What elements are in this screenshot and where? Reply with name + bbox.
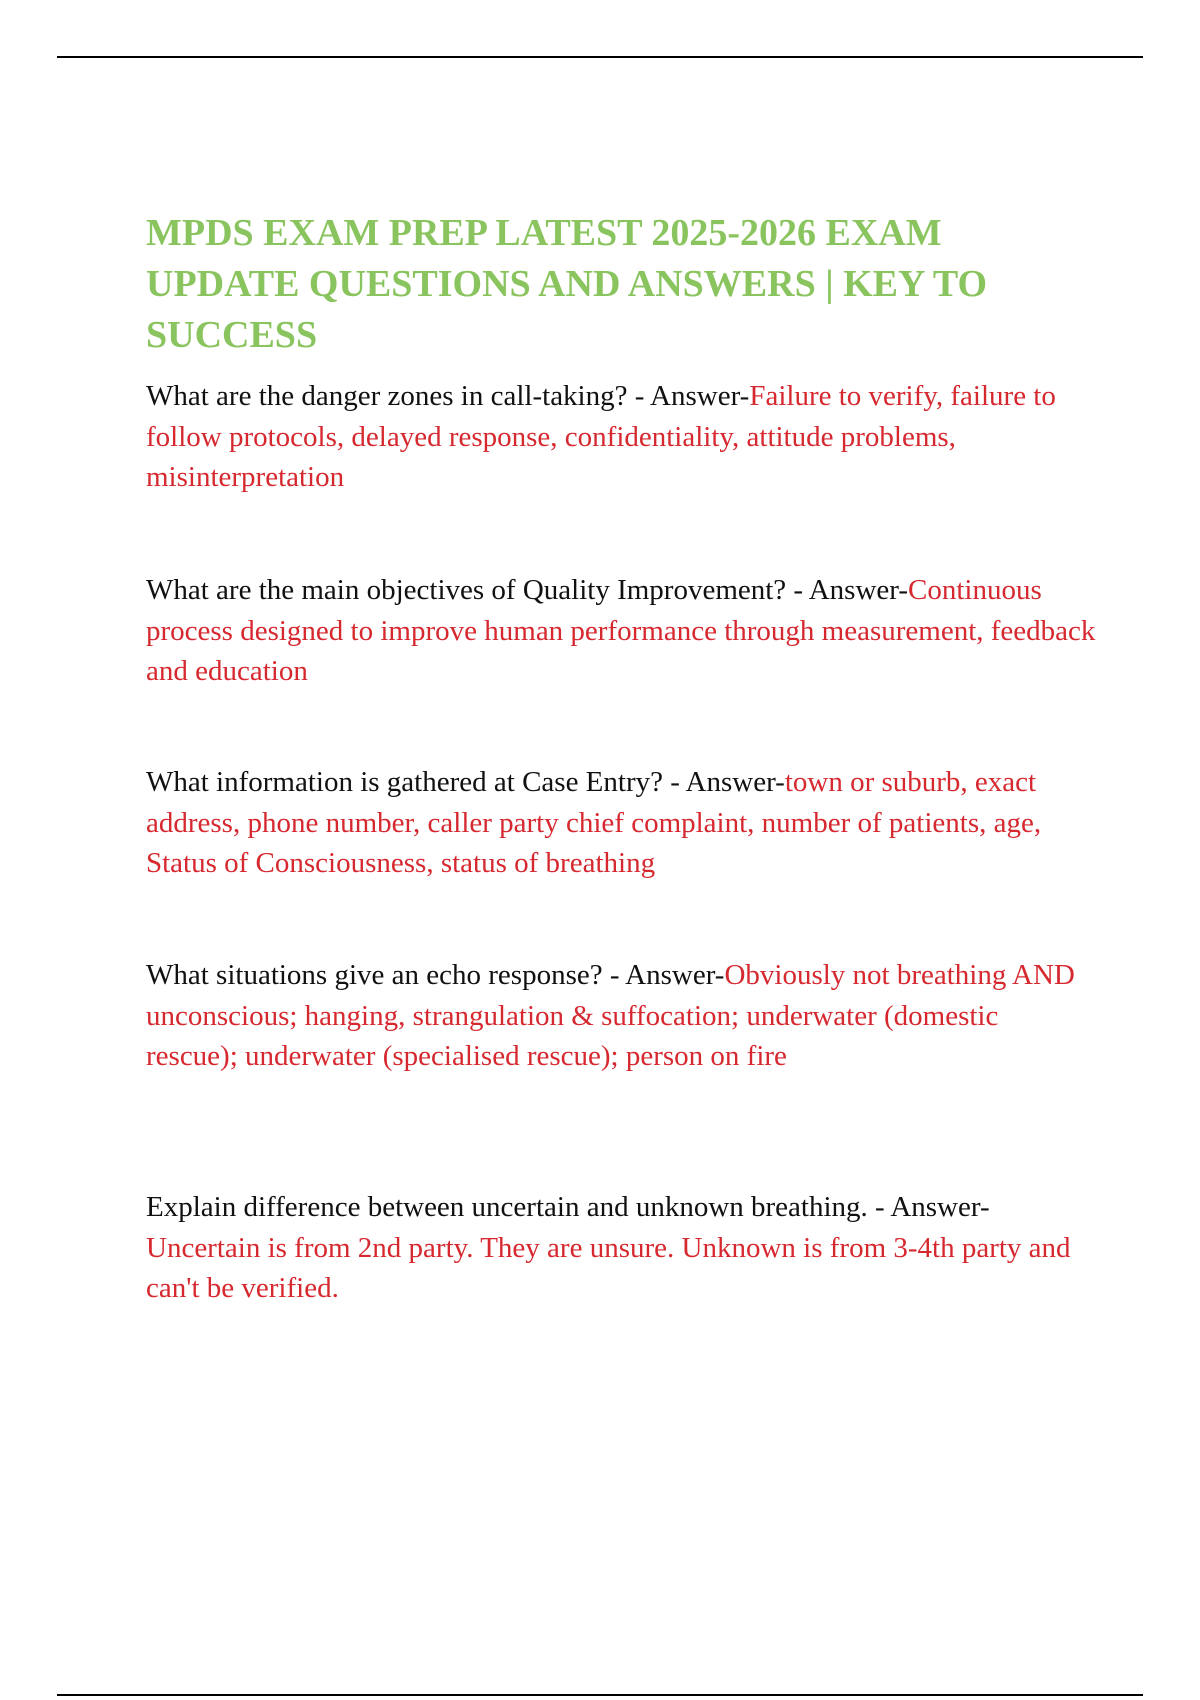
question-text: What situations give an echo response? - Answer- xyxy=(146,959,725,991)
top-rule xyxy=(57,56,1143,58)
question-text: What information is gathered at Case Entry? - Answer- xyxy=(146,766,785,798)
answer-text: Uncertain is from 2nd party. They are unsure. Unknown is from 3-4th party and can't be verified. xyxy=(146,1231,1071,1304)
answer-text: Failure to verify, failure to follow protocols, delayed response, confidentiality, attitude problems, misinterpretation xyxy=(146,380,1056,493)
question-text: Explain difference between uncertain and unknown breathing. - Answer- xyxy=(146,1191,990,1223)
qa-item xyxy=(146,376,1096,498)
question-text: What are the main objectives of Quality Improvement? - Answer- xyxy=(146,574,909,606)
qa-item xyxy=(146,955,1096,1077)
qa-item xyxy=(146,570,1096,692)
answer-text: Obviously not breathing AND unconscious; hanging, strangulation & suffocation; underwater (domestic rescue); underwater (specialised rescue); person on fire xyxy=(146,959,1075,1072)
qa-item xyxy=(146,1187,1096,1309)
document-title: MPDS EXAM PREP LATEST 2025-2026 EXAM UPDATE QUESTIONS AND ANSWERS | KEY TO SUCCESS xyxy=(146,212,988,356)
answer-text: Continuous process designed to improve human performance through measurement, feedback and education xyxy=(146,574,1096,687)
answer-text: town or suburb, exact address, phone number, caller party chief complaint, number of patients, age, Status of Consciousness, status of breathing xyxy=(146,766,1042,879)
question-text: What are the danger zones in call-taking? - Answer- xyxy=(146,380,750,412)
qa-item xyxy=(146,762,1096,884)
bottom-rule xyxy=(57,1694,1143,1696)
